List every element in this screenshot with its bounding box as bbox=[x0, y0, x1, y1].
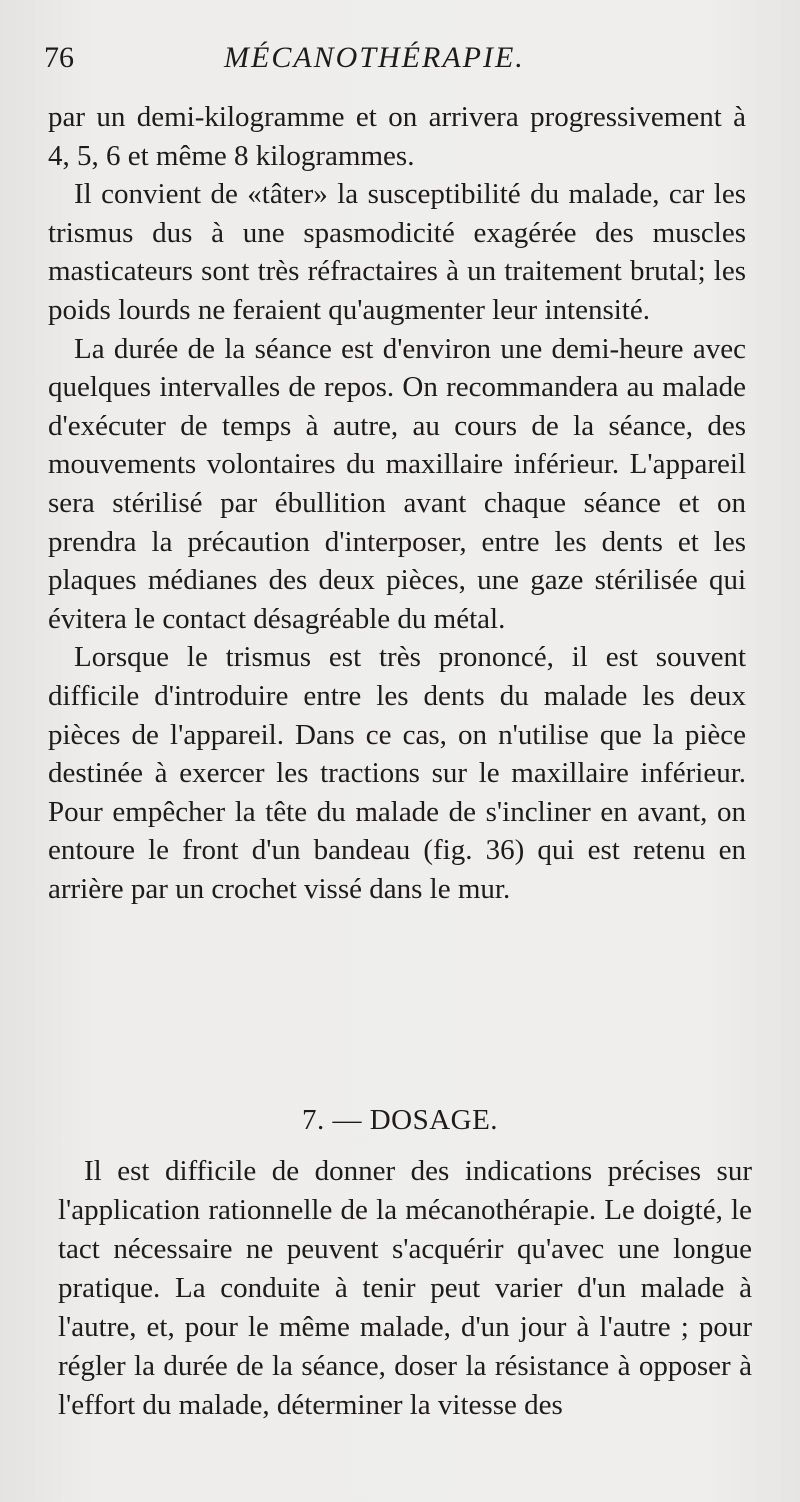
paragraph-session-duration: La durée de la séance est d'environ une demi-heure avec quelques intervalles de repos. On recommandera au malade d'exécuter de temps à autre, au cours de la séance, des mouvements volontaires du maxillaire inférieur. L'appareil sera stérilisé par ébullition avant chaque séance et on prendra la précaution d'interposer, entre les dents et les plaques médianes des deux pièces, une gaze stérilisée qui évitera le contact désagréable du métal. bbox=[48, 332, 746, 635]
section-heading: 7. — DOSAGE. bbox=[301, 1104, 499, 1136]
running-title: MÉCANOTHÉRAPIE. bbox=[224, 41, 525, 74]
paragraph-severe-trismus: Lorsque le trismus est très prononcé, il est souvent difficile d'introduire entre les dents du malade les deux pièces de l'appareil. Dans ce cas, on n'utilise que la pièce destinée à exercer les tractions sur le maxillaire inférieur. Pour empêcher la tête du malade de s'incliner en avant, on entoure le front d'un bandeau (fig. 36) qui est retenu en arrière par un crochet vissé dans le mur. bbox=[48, 641, 746, 905]
paragraph-continuation: par un demi-kilogramme et on arrivera progressivement à 4, 5, 6 et même 8 kilogrammes. bbox=[48, 101, 746, 172]
paragraph-susceptibility: Il convient de «tâter» la susceptibilité du malade, car les trismus dus à une spasmodicité exagérée des muscles masticateurs sont très réfractaires à un traitement brutal; les poids lourds ne feraient qu'augmenter leur intensité. bbox=[48, 178, 746, 326]
running-head bbox=[44, 38, 760, 78]
paragraph-dosage: Il est difficile de donner des indications précises sur l'application rationnelle de la mécanothérapie. Le doigté, le tact nécessaire ne peuvent s'acquérir qu'avec une longue pratique. La conduite à tenir peut varier d'un malade à l'autre, et, pour le même malade, d'un jour à l'autre ; pour régler la durée de la séance, doser la résistance à opposer à l'effort du malade, déterminer la vitesse des bbox=[58, 1155, 752, 1421]
main-text bbox=[48, 98, 746, 908]
page-number: 76 bbox=[44, 41, 74, 74]
section-text bbox=[58, 1152, 752, 1425]
